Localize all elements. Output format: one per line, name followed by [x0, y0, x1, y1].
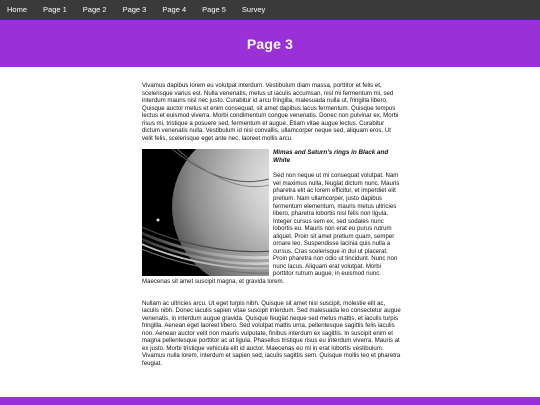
page-title: Page 3: [246, 35, 294, 52]
page-header: [0, 20, 540, 67]
nav-link-page-3[interactable]: Page 3: [122, 5, 147, 14]
nav-link-page-5[interactable]: Page 5: [202, 5, 226, 14]
paragraph-2: Sed non neque ut mi consequat volutpat. Nam vel maximus nulla, feugiat dictum nunc. Mauris pharetra elit ac lorem efficitur, et imperdiet elit pretium. Nam ullamcorper, justo dapibus fermentum elementum, mauris metus ultricies libero, pharetra lobortis nisl felis non ligula. Integer cursus sem ex, sed sodales nunc lobortis eu. Mauris non erat eu purus rutrum aliquet. Proin sit amet pretium quam, semper ornare leo. Suspendisse lacinia quis nulla a cursus. Cras scelerisque in dui ut placerat. Proin pharetra non odio ut tincidunt. Nunc non nunc lacus. Aliquam erat volutpat. Morbi porttitor rutrum augue, in euismod nunc. Maecenas sit amet suscipit magna, et gravida lorem.: [142, 172, 400, 286]
nav-link-page-4[interactable]: Page 4: [162, 5, 187, 14]
paragraph-3: Nullam ac ultricies arcu. Ut eget turpis nibh. Quisque sit amet nisl suscipit, molestie elit ac, iaculis nibh. Donec iaculis sapien vitae suscipit interdum. Sed malesuada leo consectetur augue venenatis, in interdum augue gravida. Quisque feugiat neque sed metus mattis, et iaculis turpis fringilla. Aenean eget laoreet libero. Sed volutpat mattis urna, pellentesque sagittis felis iaculis non. Aenean auctor velit non mauris vulputate, finibus interdum ex sagittis. In suscipit enim et magna pellentesque porttitor ac at ligula. Phasellus tristique risus eu interdum viverra. Mauris at ex justo. Morbi tristique vehicula elit id auctor. Maecenas eu mi in erat lobortis vestibulum. Vivamus nulla lorem, interdum et sapien sed, iaculis sagittis sem. Quisque mollis leo et pharetra feugiat.: [142, 299, 401, 367]
nav-link-page-2[interactable]: Page 2: [82, 5, 107, 14]
nav-link-survey[interactable]: Survey: [241, 5, 266, 14]
saturn-rings-photo-icon: [142, 149, 269, 276]
nav-link-page-1[interactable]: Page 1: [43, 5, 67, 14]
saturn-image: [142, 149, 269, 276]
figure-caption: Mimas and Saturn's rings in Black and White: [273, 149, 389, 165]
top-nav: [0, 0, 540, 20]
nav-link-home[interactable]: Home: [7, 5, 28, 14]
footer-bar: [0, 397, 540, 405]
main-content: [142, 82, 401, 375]
figure-section: [142, 149, 401, 292]
paragraph-1: Vivamus dapibus lorem eu volutpat interdum. Vestibulum diam massa, porttitor et felis et, scelerisque varius est. Nulla venenatis, metus ut iaculis accumsan, nisl mi fermentum mi, sed interdum mauris nisl nec justo. Curabitur id arcu fringilla, malesuada nulla ut, fringilla libero. Quisque auctor metus et enim consequat, sit amet dapibus lacus fermentum. Quisque tempus lectus et euismod viverra. Morbi condimentum congue venenatis. Donec non pulvinar ex. Morbi risus mi, tristique a posuere sed, fermentum et augue. Etiam vitae augue lectus. Curabitur dictum venenatis nulla. Vestibulum id nisl convallis, ullamcorper neque sed, aliquam eros. Ut velit felis, scelerisque eget ante nec, laoreet mollis arcu.: [142, 82, 399, 142]
